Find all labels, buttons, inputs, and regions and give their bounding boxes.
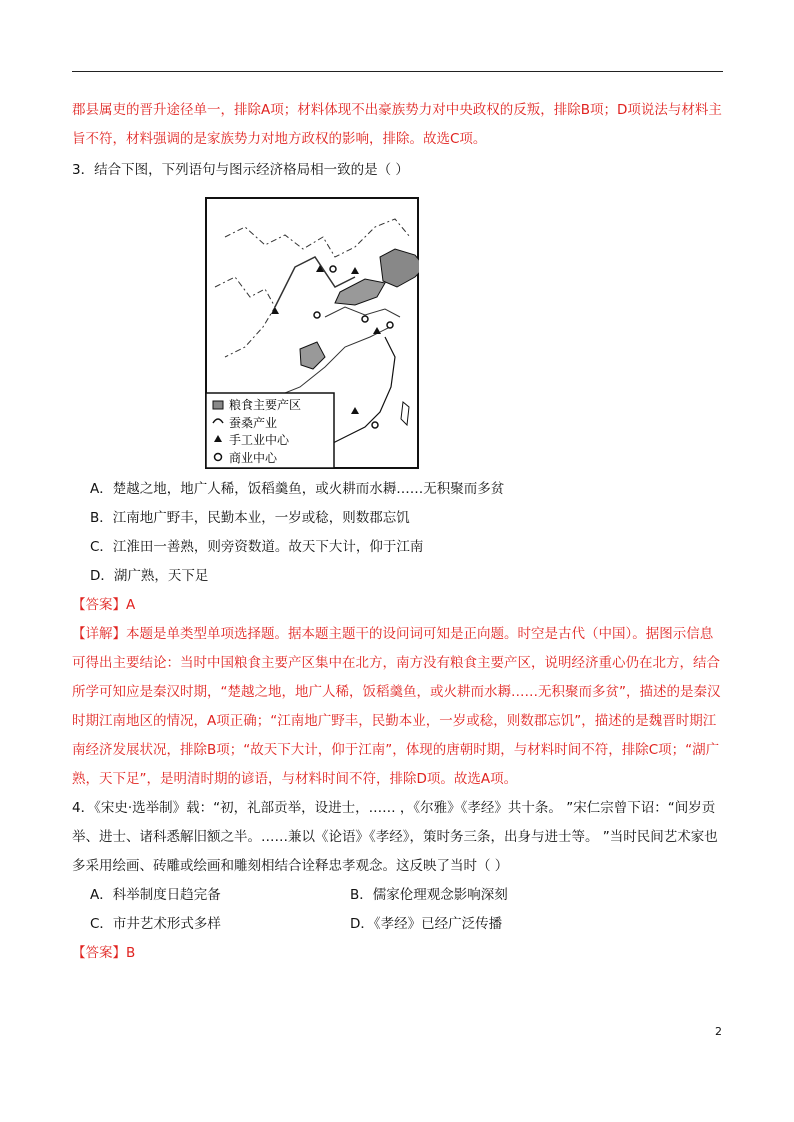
q4-stem: 4．《宋史·选举制》载：“初，礼部贡举，设进士，…… ，《尔雅》《孝经》共十条。 ”宋仁宗曾下诏：“间岁贡举、进士、诸科悉解旧额之半。……兼以《论语》《孝经》，策时务三条，出身与进士等。 ”当时民间艺术家也多采用绘画、砖雕或绘画和雕刻相结合诠释忠孝观念。这反映了当时（ ） <box>72 800 718 874</box>
q3-map <box>205 197 419 469</box>
commerce-icon <box>215 454 222 461</box>
answer-label: 【答案】 <box>72 597 126 613</box>
prev-explanation: 郡县属吏的晋升途径单一，排除A项；材料体现不出豪族势力对中央政权的反叛，排除B项；D项说法与材料主旨不符，材料强调的是家族势力对地方政权的影响，排除。故选C项。 <box>72 102 722 147</box>
legend-label-handicraft: 手工业中心 <box>229 433 290 447</box>
page-content <box>72 96 723 968</box>
page-number: 2 <box>715 1025 722 1038</box>
q3-option-b: B．江南地广野丰，民勤本业，一岁或稔，则数郡忘饥 <box>90 510 410 526</box>
detail-label: 【详解】 <box>72 626 126 642</box>
q3-detail <box>72 620 723 794</box>
commerce-mark <box>362 316 368 322</box>
answer-value: A <box>126 597 136 613</box>
header-rule <box>72 71 723 72</box>
answer-label: 【答案】 <box>72 945 126 961</box>
q4-option-d: D．《孝经》已经广泛传播 <box>350 916 503 932</box>
q3-answer <box>72 591 723 620</box>
legend-label-silk: 蚕桑产业 <box>229 416 278 430</box>
q4-option-b: B．儒家伦理观念影响深刻 <box>350 887 508 903</box>
q3-option-d: D．湖广熟，天下足 <box>90 568 209 584</box>
grain-area-icon <box>213 401 223 409</box>
commerce-mark <box>387 322 393 328</box>
detail-text: 本题是单类型单项选择题。据本题主题干的设问词可知是正向题。时空是古代（中国）。据图示信息可得出主要结论：当时中国粮食主要产区集中在北方，南方没有粮食主要产区，说明经济重心仍在北方，结合所学可知应是秦汉时期，“楚越之地，地广人稀，饭稻羹鱼，或火耕而水耨……无积聚而多贫”，描述的是秦汉时期江南地区的情况，A项正确；“江南地广野丰，民勤本业，一岁或稔，则数郡忘饥”，描述的是魏晋时期江南经济发展状况，排除B项；“故天下大计，仰于江南”，体现的唐朝时期，与材料时间不符，排除C项；“湖广熟，天下足”，是明清时期的谚语，与材料时间不符，排除D项。故选A项。 <box>72 626 721 787</box>
legend-label-grain: 粮食主要产区 <box>229 398 302 412</box>
q4-answer <box>72 939 723 968</box>
q3-option-c: C．江淮田一善熟，则旁资数道。故天下大计，仰于江南 <box>90 539 424 555</box>
q4-options-row-1 <box>72 881 723 910</box>
map-figure <box>205 197 419 469</box>
q3-stem: 3．结合下图，下列语句与图示经济格局相一致的是（ ） <box>72 162 409 178</box>
commerce-mark <box>330 266 336 272</box>
commerce-mark <box>372 422 378 428</box>
legend-label-commerce: 商业中心 <box>229 451 278 465</box>
q4-options-row-2 <box>72 910 723 939</box>
q4-option-c: C．市井艺术形式多样 <box>90 916 221 932</box>
answer-value: B <box>126 945 136 961</box>
q3-option-a: A．楚越之地，地广人稀，饭稻羹鱼，或火耕而水耨……无积聚而多贫 <box>90 481 505 497</box>
q4-option-a: A．科举制度日趋完备 <box>90 887 221 903</box>
commerce-mark <box>314 312 320 318</box>
